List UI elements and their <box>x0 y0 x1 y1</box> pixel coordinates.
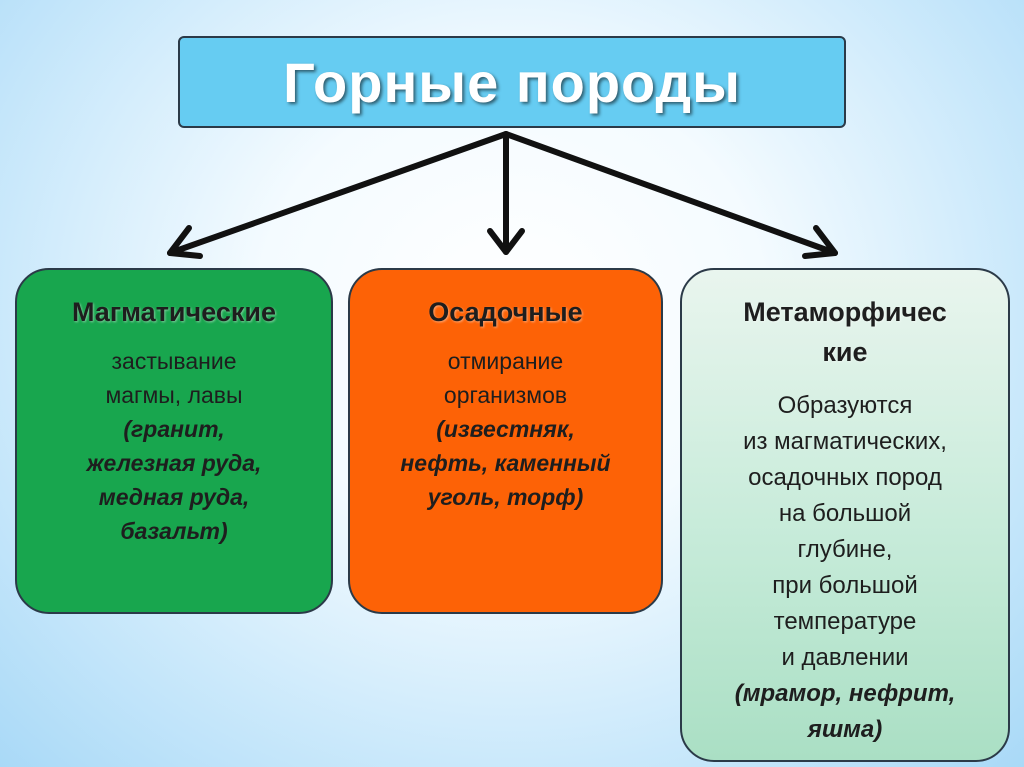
example-line: (известняк, <box>436 416 575 442</box>
example-line: железная руда, <box>86 450 262 476</box>
text-line: и давлении <box>781 644 909 671</box>
arrow-to-metamorphic <box>506 134 835 253</box>
text-line: при большой <box>772 572 918 599</box>
card-heading: Магматические <box>71 297 277 327</box>
heading-line: Метаморфичес <box>743 297 947 327</box>
card-heading: Осадочные <box>428 297 583 327</box>
example-line: уголь, торф) <box>427 484 584 510</box>
text-line: Образуются <box>777 392 913 419</box>
card-body <box>17 344 331 548</box>
text-line: застывание <box>111 348 237 374</box>
example-line: нефть, каменный <box>400 450 611 476</box>
text-line: отмирание <box>447 348 564 374</box>
diagram-title: Горные породы <box>283 50 741 114</box>
text-line: на большой <box>778 500 912 527</box>
card-body <box>350 344 661 514</box>
example-line: (гранит, <box>123 416 225 442</box>
text-line: температуре <box>773 608 917 635</box>
card-metamorphic <box>680 268 1010 762</box>
card-heading <box>692 292 998 372</box>
card-sedimentary <box>348 268 663 614</box>
text-line: магмы, лавы <box>105 382 243 408</box>
example-line: базальт) <box>120 518 228 544</box>
arrow-to-magmatic <box>170 134 506 253</box>
example-line: (мрамор, нефрит, <box>734 680 956 707</box>
example-line: медная руда, <box>98 484 250 510</box>
text-line: из магматических, <box>743 428 947 455</box>
text-line: осадочных пород <box>748 464 942 491</box>
text-line: глубине, <box>797 536 893 563</box>
text-line: организмов <box>443 382 568 408</box>
card-body <box>682 388 1008 748</box>
heading-line: кие <box>822 337 868 367</box>
card-magmatic <box>15 268 333 614</box>
example-line: яшма) <box>807 716 883 743</box>
